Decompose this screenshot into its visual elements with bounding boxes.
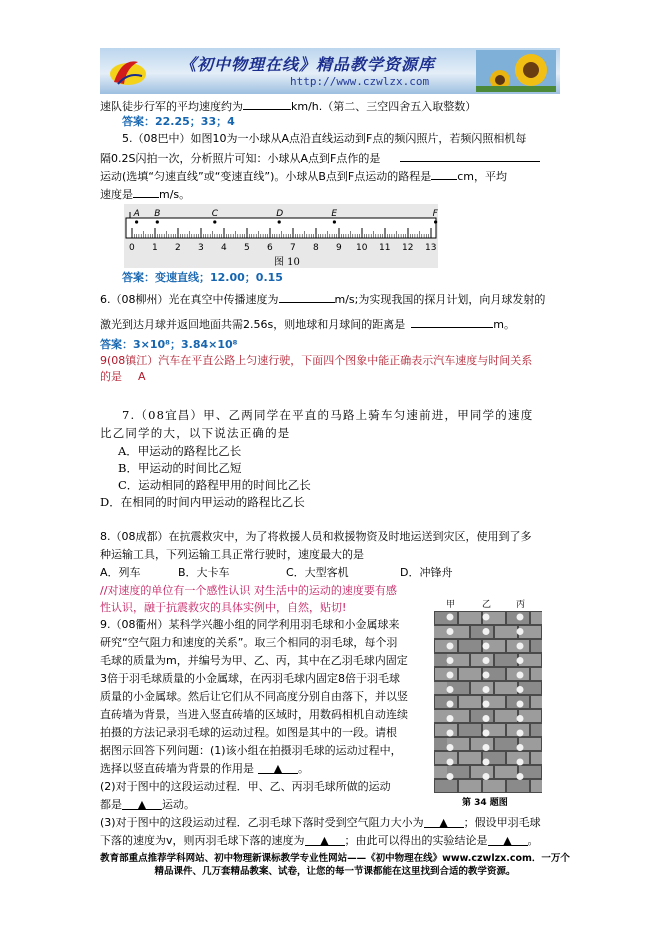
answer-line: 答案：3×10⁸；3.84×10⁸ — [100, 338, 238, 351]
brick — [471, 738, 493, 750]
shuttlecock-mark — [483, 614, 490, 621]
ruler-tick-label: 13 — [425, 243, 437, 253]
ruler-figure — [124, 204, 438, 268]
comment-line: 性认识，融于抗震救灾的具体实例中，自然，贴切! — [100, 601, 347, 614]
text-line: 拍摄的方法记录羽毛球的运动过程。如图是其中的一段。请根 — [100, 726, 397, 739]
shuttlecock-mark — [483, 730, 490, 737]
question-9-zhenjiang: 9(08镇江）汽车在平直公路上匀速行驶，下面四个图象中能正确表示汽车速度与时间关系 — [100, 354, 533, 367]
ruler-tick-label: 1 — [152, 243, 158, 253]
brick — [471, 766, 493, 778]
answer-line: 答案：变速直线；12.00；0.15 — [122, 271, 283, 284]
ruler-tick-label: 8 — [313, 243, 319, 253]
text-line: 毛球的质量为m，并编号为甲、乙、丙，其中在乙羽毛球内固定 — [100, 654, 408, 667]
question-6: 6.（08柳州）光在真空中传播速度为 m/s;为实现我国的探月计划，向月球发射的 — [100, 293, 546, 306]
shuttlecock-mark — [447, 759, 454, 766]
label-yi: 乙 — [482, 600, 492, 610]
brick — [531, 668, 542, 680]
text-line: (2)对于图中的这段运动过程．甲、乙、丙羽毛球所做的运动 — [100, 780, 391, 793]
brick — [531, 696, 542, 708]
ball-position-e — [333, 220, 336, 223]
ball-position-b — [156, 220, 159, 223]
brick — [471, 654, 493, 666]
shuttlecock-mark — [483, 657, 490, 664]
shuttlecock-mark — [447, 715, 454, 722]
brick — [459, 696, 481, 708]
figure-caption: 图 10 — [274, 257, 300, 268]
shuttlecock-mark — [483, 686, 490, 693]
shuttlecock-mark — [517, 701, 524, 708]
brick — [495, 682, 517, 694]
comment-line: //对速度的单位有一个感性认识 对生活中的运动的速度要有感 — [100, 584, 397, 597]
point-label-c: C — [211, 209, 219, 219]
ruler-tick-label: 5 — [244, 243, 250, 253]
shuttlecock-mark — [517, 686, 524, 693]
shuttlecock-mark — [517, 744, 524, 751]
point-label-d: D — [276, 209, 284, 219]
shuttlecock-mark — [517, 773, 524, 780]
ruler-tick-label: 0 — [129, 243, 135, 253]
brick — [531, 780, 542, 792]
shuttlecock-mark — [447, 686, 454, 693]
ruler-tick-label: 10 — [356, 243, 368, 253]
shuttlecock-mark — [517, 657, 524, 664]
shuttlecock-mark — [447, 628, 454, 635]
site-title: 《初中物理在线》精品教学资源库 — [180, 55, 436, 74]
text-line: 3倍于羽毛球质量的小金属球，在丙羽毛球内固定8倍于羽毛球 — [100, 672, 400, 685]
brick — [483, 780, 505, 792]
shuttlecock-mark — [483, 643, 490, 650]
shuttlecock-mark — [447, 744, 454, 751]
brick — [531, 752, 542, 764]
question-5: 5.（08巴中）如图10为一小球从A点沿直线运动到F点的频闪照片，若频闪照相机每 — [122, 132, 527, 145]
label-bing: 丙 — [516, 600, 526, 610]
text-line: 都是 ▲ 运动。 — [100, 798, 195, 811]
brick — [495, 654, 517, 666]
point-label-a: A — [133, 209, 140, 219]
ruler-tick-label: 11 — [379, 243, 391, 253]
text-line: 直砖墙为背景，当进入竖直砖墙的区域时，用数码相机自动连续 — [100, 708, 408, 721]
question-8: 8.（08成都）在抗震救灾中，为了将救援人员和救援物资及时地运送到灾区，使用到了多 — [100, 530, 532, 543]
ball-position-c — [213, 220, 216, 223]
brick — [507, 780, 529, 792]
brick — [459, 752, 481, 764]
shuttlecock-mark — [447, 657, 454, 664]
brick — [471, 710, 493, 722]
site-url[interactable]: http://www.czwlzx.com — [290, 75, 430, 88]
ruler-tick-label: 12 — [402, 243, 414, 253]
ball-position-a — [135, 220, 138, 223]
option-c: C．运动相同的路程甲用的时间比乙长 — [118, 478, 311, 492]
site-logo-icon — [108, 54, 148, 88]
text-line: 速队徒步行军的平均速度约为 km/h.（第二、三空四舍五入取整数） — [100, 100, 477, 113]
option-a: A．列车 — [100, 566, 141, 579]
text-line: 研究“空气阻力和速度的关系”。取三个相同的羽毛球，每个羽 — [100, 636, 398, 649]
brick — [459, 724, 481, 736]
text-line: 隔0.2S闪拍一次，分析照片可知：小球从A点到F点作的是 — [100, 150, 540, 166]
option-b: B．甲运动的时间比乙短 — [118, 461, 242, 475]
text-line: 激光到达月球并返回地面共需2.56s，则地球和月球间的距离是 m。 — [100, 318, 515, 331]
brick — [459, 668, 481, 680]
shuttlecock-mark — [483, 773, 490, 780]
shuttlecock-mark — [517, 628, 524, 635]
shuttlecock-mark — [483, 715, 490, 722]
brick — [531, 612, 542, 624]
shuttlecock-mark — [447, 643, 454, 650]
shuttlecock-mark — [517, 672, 524, 679]
ruler-tick-label: 9 — [336, 243, 342, 253]
shuttlecock-mark — [447, 672, 454, 679]
shuttlecock-mark — [483, 701, 490, 708]
shuttlecock-mark — [517, 730, 524, 737]
brick — [435, 724, 457, 736]
ruler-tick-label: 4 — [221, 243, 227, 253]
label-jia: 甲 — [446, 600, 456, 610]
brick — [471, 682, 493, 694]
shuttlecock-mark — [447, 773, 454, 780]
ball-position-d — [278, 220, 281, 223]
point-label-b: B — [154, 209, 161, 219]
text-line: 速度是 m/s。 — [100, 188, 191, 201]
text-line: 选择以竖直砖墙为背景的作用是 ▲ 。 — [100, 762, 309, 775]
shuttlecock-mark — [483, 628, 490, 635]
text-line: 种运输工具，下列运输工具正常行驶时，速度最大的是 — [100, 548, 364, 561]
shuttlecock-mark — [517, 759, 524, 766]
question-9-quzhou: 9.（08衢州）某科学兴趣小组的同学利用羽毛球和小金属球来 — [100, 618, 400, 631]
brick — [531, 640, 542, 652]
question-7: 7.（08宜昌）甲、乙两同学在平直的马路上骑车匀速前进，甲同学的速度 — [122, 408, 534, 422]
brick-wall-photo — [432, 597, 544, 809]
option-d: D．在相同的时间内甲运动的路程比乙长 — [100, 495, 305, 509]
option-d: D．冲锋舟 — [400, 566, 453, 579]
shuttlecock-mark — [447, 614, 454, 621]
brick — [495, 626, 517, 638]
brick — [435, 612, 457, 624]
brick — [495, 766, 517, 778]
footer-note: 教育部重点推荐学科网站、初中物理新课标教学专业性网站——《初中物理在线》www.czwlzx.com．一万个精品课件、几万套精品教案、试卷，让您的每一节课都能在这里找到合适的教学资源。 — [100, 853, 570, 877]
brick — [435, 668, 457, 680]
shuttlecock-mark — [483, 744, 490, 751]
brick — [531, 724, 542, 736]
ruler-tick-label: 3 — [198, 243, 204, 253]
ruler-tick-label: 2 — [175, 243, 181, 253]
ruler-tick-label: 7 — [290, 243, 296, 253]
shuttlecock-mark — [517, 643, 524, 650]
text-line: 据图示回答下列问题：(1)该小组在拍摄羽毛球的运动过程中， — [100, 744, 402, 757]
text-line: 运动(选填“匀速直线”或“变速直线”)。小球从B点到F点运动的路程是 cm，平均 — [100, 170, 508, 183]
text-line: 的是 A — [100, 370, 146, 383]
brick — [459, 780, 481, 792]
text-line: 下落的速度为v，则丙羽毛球下落的速度为 ▲ ；由此可以得出的实验结论是 ▲ 。 — [100, 834, 539, 847]
text-line: 质量的小金属球。然后让它们从不同高度分别自由落下，并以竖 — [100, 690, 408, 703]
answer-line: 答案：22.25；33；4 — [122, 115, 235, 128]
brick — [495, 710, 517, 722]
brick — [459, 640, 481, 652]
shuttlecock-mark — [483, 672, 490, 679]
point-label-f: F — [432, 209, 438, 219]
sunflower-icon — [476, 50, 556, 92]
option-c: C．大型客机 — [286, 566, 349, 579]
brick — [435, 752, 457, 764]
ball-position-f — [434, 220, 437, 223]
ruler-tick-label: 6 — [267, 243, 273, 253]
option-b: B．大卡车 — [178, 566, 230, 579]
figure-caption: 第 34 题图 — [462, 798, 508, 808]
brick — [435, 780, 457, 792]
text-line: (3)对于图中的这段运动过程．乙羽毛球下落时受到空气阻力大小为 ▲ ；假设甲羽毛球 — [100, 816, 541, 829]
brick — [471, 626, 493, 638]
shuttlecock-mark — [447, 730, 454, 737]
option-a: A．甲运动的路程比乙长 — [118, 444, 242, 458]
brick — [459, 612, 481, 624]
shuttlecock-mark — [483, 759, 490, 766]
shuttlecock-mark — [517, 715, 524, 722]
shuttlecock-mark — [517, 614, 524, 621]
point-label-e: E — [331, 209, 338, 219]
brick — [495, 738, 517, 750]
header-banner — [100, 48, 560, 94]
text-line: 比乙同学的大，以下说法正确的是 — [100, 426, 291, 440]
shuttlecock-mark — [447, 701, 454, 708]
brick — [435, 696, 457, 708]
brick — [435, 640, 457, 652]
